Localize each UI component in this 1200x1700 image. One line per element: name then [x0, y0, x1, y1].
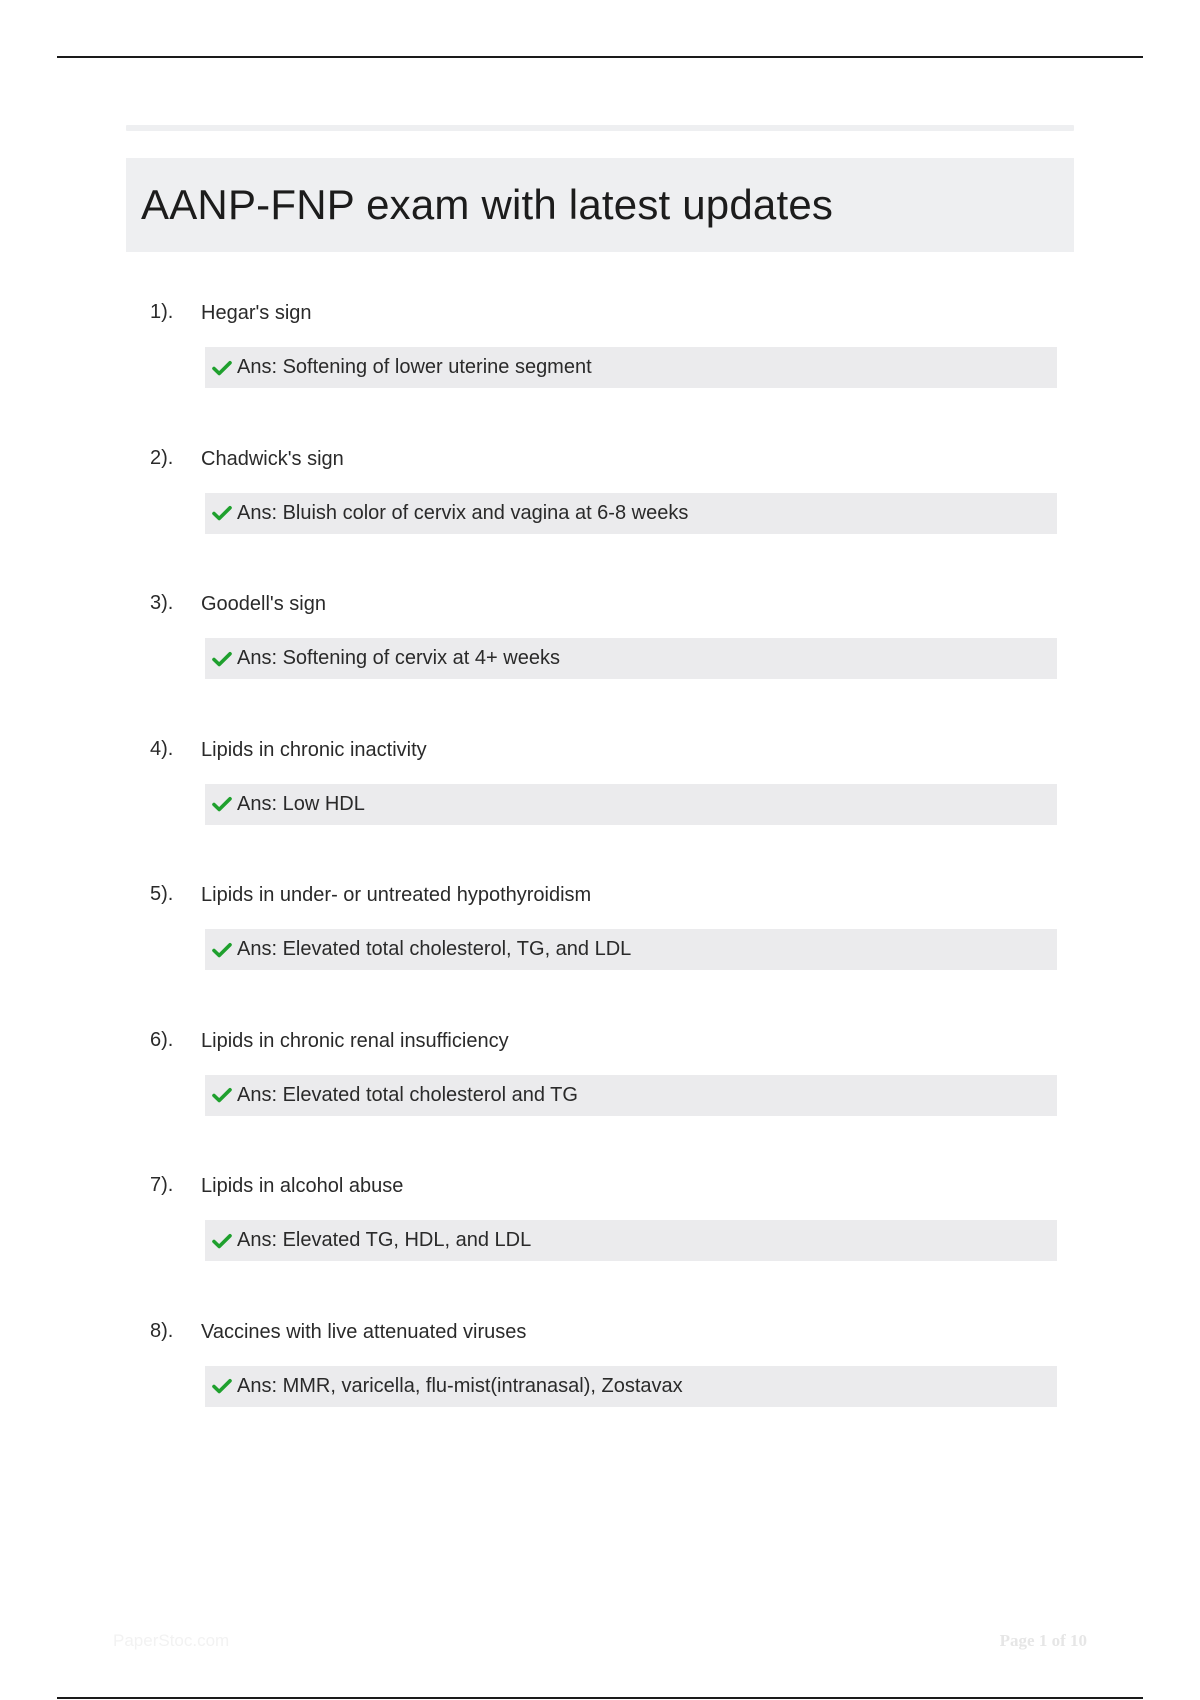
question-number: 2).	[150, 446, 174, 469]
question-text: Lipids in chronic inactivity	[201, 738, 427, 761]
answer-box	[205, 347, 1057, 388]
question-text: Goodell's sign	[201, 593, 326, 615]
check-icon	[211, 359, 233, 377]
answer-box	[205, 1366, 1057, 1407]
question-item	[126, 584, 1074, 730]
answer-box	[205, 1075, 1057, 1116]
document-body	[126, 125, 1074, 1457]
question-text: Lipids in alcohol abuse	[201, 1175, 404, 1197]
question-number: 5).	[150, 883, 174, 905]
answer-box	[205, 638, 1057, 679]
page-title: AANP-FNP exam with latest updates	[141, 181, 834, 228]
question-text: Lipids in chronic renal insufficiency	[201, 1029, 509, 1052]
answer-box	[205, 1220, 1057, 1261]
answer-box	[205, 493, 1057, 534]
watermark: PaperStoc.com	[113, 1631, 230, 1650]
question-list	[126, 293, 1074, 1457]
title-panel	[126, 158, 1074, 252]
page-number: Page 1 of 10	[999, 1631, 1087, 1650]
header-divider	[126, 125, 1074, 131]
answer-text: Ans: Low HDL	[237, 792, 365, 815]
check-icon	[211, 1377, 233, 1395]
answer-text: Ans: Elevated total cholesterol, TG, and LDL	[237, 938, 632, 960]
question-item	[126, 1166, 1074, 1312]
check-icon	[211, 1086, 233, 1104]
question-number: 4).	[150, 737, 174, 760]
question-item	[126, 875, 1074, 1021]
bottom-rule	[57, 1697, 1143, 1699]
question-text: Hegar's sign	[201, 302, 312, 324]
check-icon	[211, 941, 233, 959]
question-number: 8).	[150, 1319, 174, 1342]
answer-text: Ans: MMR, varicella, flu-mist(intranasal), Zostavax	[237, 1374, 683, 1397]
answer-box	[205, 929, 1057, 970]
question-item	[126, 1312, 1074, 1458]
check-icon	[211, 650, 233, 668]
answer-box	[205, 784, 1057, 825]
question-item	[126, 1021, 1074, 1167]
answer-text: Ans: Elevated total cholesterol and TG	[237, 1083, 578, 1106]
question-item	[126, 730, 1074, 876]
question-number: 7).	[150, 1174, 174, 1196]
question-number: 6).	[150, 1028, 174, 1051]
question-item	[126, 439, 1074, 585]
check-icon	[211, 504, 233, 522]
answer-text: Ans: Elevated TG, HDL, and LDL	[237, 1229, 532, 1251]
answer-text: Ans: Softening of cervix at 4+ weeks	[237, 647, 560, 669]
question-text: Chadwick's sign	[201, 447, 344, 470]
question-text: Vaccines with live attenuated viruses	[201, 1320, 527, 1343]
answer-text: Ans: Softening of lower uterine segment	[237, 356, 592, 378]
question-number: 1).	[150, 301, 174, 323]
check-icon	[211, 795, 233, 813]
top-rule	[57, 56, 1143, 58]
answer-text: Ans: Bluish color of cervix and vagina at 6-8 weeks	[237, 501, 689, 524]
question-text: Lipids in under- or untreated hypothyroidism	[201, 884, 592, 906]
question-number: 3).	[150, 592, 174, 614]
question-item	[126, 293, 1074, 439]
check-icon	[211, 1232, 233, 1250]
